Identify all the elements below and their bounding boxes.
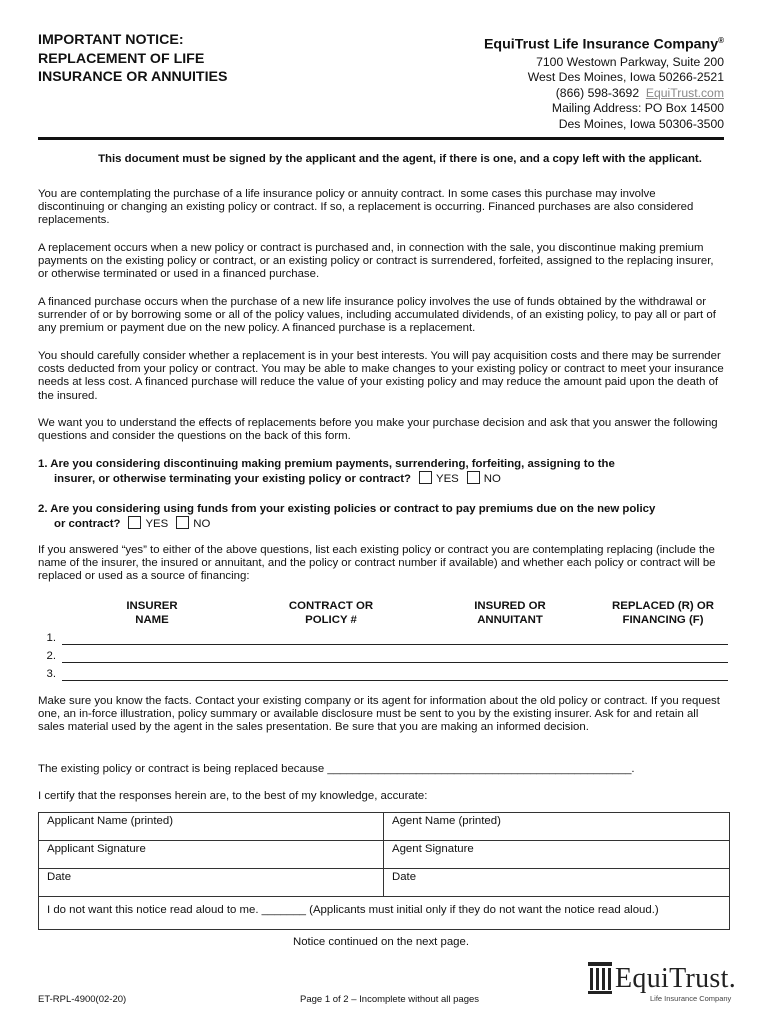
question-2-line: 2. Are you considering using funds from your existing policies or contract to pay premiums due on the new policy [38,503,656,515]
notice-title-line: INSURANCE OR ANNUITIES [38,69,228,85]
logo-wordmark: EquiTrust. [615,963,737,994]
paragraph-list-instruction: If you answered “yes” to either of the above questions, list each existing policy or contract you are contemplating replacing (include the name of the insurer, the insured or annuitant, and the policy or contract number if available) and whether each policy or contract will be replaced or used as a source of financing: [38,544,716,583]
replacement-reason-line[interactable]: The existing policy or contract is being replaced because ________________________________________________. [38,763,635,775]
applicant-date-field[interactable]: Date [39,869,384,896]
page-indicator: Page 1 of 2 – Incomplete without all pages [300,994,480,1005]
q1-yes-checkbox[interactable] [419,471,432,484]
paragraph-know-the-facts: Make sure you know the facts. Contact your existing company or its agent for information about the old policy or contract. If you request one, an in-force illustration, policy summary or available disclosure must be sent to you by the existing insurer. Ask for and retain all sales material used by the agent in the sales presentation. Be sure that you are making an informed decision. [38,695,720,734]
read-aloud-waiver-field[interactable]: I do not want this notice read aloud to me. _______ (Applicants must initial only if they do not want the notice read aloud.) [47,904,659,916]
paragraph-consider-carefully: You should carefully consider whether a replacement is in your best interests. You will pay acquisition costs and there may be surrender costs deducted from your policy or contract. You may be able to make changes to your existing policy or contract to meet your insurance needs at less cost. A financed purchase will reduce the value of your existing policy and may reduce the amount paid upon the death of the insured. [38,350,724,402]
question-2-line: or contract? YES NO [54,518,211,530]
paragraph-replacement-definition: A replacement occurs when a new policy or contract is purchased and, in connection with the sale, you discontinue making premium payments on the existing policy or contract, or an existing policy or contract is surrendered, forfeited, assigned to the replacing insurer, or otherwise terminated or used in a financed purchase. [38,242,714,281]
paragraph-contemplating: You are contemplating the purchase of a life insurance policy or annuity contract. In some cases this purchase may involve discontinuing or changing an existing policy or contract. If so, a replacement is occurring. Financed purchases are also considered replacements. [38,188,694,227]
agent-name-field[interactable]: Agent Name (printed) [392,815,501,827]
paragraph-financed-purchase: A financed purchase occurs when the purchase of a new life insurance policy involves the use of funds obtained by the withdrawal or surrender of or by borrowing some or all of the policy values, including accumulated dividends, of an existing policy, to pay all or part of any premium or payment due on the new policy. A financed purchase is a replacement. [38,296,716,335]
company-mailing-line: Mailing Address: PO Box 14500 [551,101,724,116]
q2-yes-label: YES [145,518,169,530]
certification-statement: I certify that the responses herein are, to the best of my knowledge, accurate: [38,790,428,802]
table-row-line-2[interactable] [62,662,728,663]
agent-date-field[interactable]: Date [392,871,417,883]
question-1 [38,457,724,486]
form-number: ET-RPL-4900(02-20) [38,994,127,1005]
notice-title [38,31,227,87]
column-header-insurer: INSURER NAME [126,600,178,626]
column-header-insured: INSURED OR ANNUITANT [474,600,546,626]
logo-subtitle: Life Insurance Company [650,994,732,1003]
q1-no-label: NO [483,473,501,485]
company-address-line: West Des Moines, Iowa 50266-2521 [527,70,724,85]
q2-no-checkbox[interactable] [176,516,189,529]
table-row-number: 2. [46,650,56,662]
column-header-replaced-financing: REPLACED (R) OR FINANCING (F) [612,600,714,626]
column-header-policy-number: CONTRACT OR POLICY # [288,600,374,626]
question-2 [38,502,724,531]
paragraph-understand-effects: We want you to understand the effects of replacements before you make your purchase decision and ask that you answer the following questions and consider the questions on the back of this form. [38,417,718,443]
continued-notice: Notice continued on the next page. [292,936,470,948]
company-website-link[interactable]: EquiTrust.com [645,85,724,100]
header-divider [38,137,724,140]
company-address-line: 7100 Westown Parkway, Suite 200 [536,54,724,69]
q2-yes-checkbox[interactable] [128,516,141,529]
q1-no-checkbox[interactable] [467,471,480,484]
pillars-icon [588,962,612,994]
company-phone: (866) 598-3692 [555,85,640,100]
signature-table [38,812,730,930]
table-row-line-1[interactable] [62,644,728,645]
company-address-block [484,31,724,132]
company-contact-line [484,86,724,102]
table-row-number: 3. [46,668,56,680]
q1-yes-label: YES [435,473,459,485]
company-name: EquiTrust Life Insurance Company® [483,36,724,53]
agent-signature-field[interactable]: Agent Signature [392,843,474,855]
notice-title-line: IMPORTANT NOTICE: [38,32,184,48]
applicant-signature-field[interactable]: Applicant Signature [39,841,384,868]
q2-no-label: NO [193,518,211,530]
question-1-line: 1. Are you considering discontinuing making premium payments, surrendering, forfeiting, assigning to the [38,458,615,470]
registered-mark: ® [718,36,724,45]
table-row-line-3[interactable] [62,680,728,681]
notice-title-line: REPLACEMENT OF LIFE [38,50,205,67]
table-row-number: 1. [46,632,56,644]
applicant-name-field[interactable]: Applicant Name (printed) [39,813,384,840]
signing-instruction: This document must be signed by the applicant and the agent, if there is one, and a copy left with the applicant. [98,153,702,165]
company-mailing-line: Des Moines, Iowa 50306-3500 [558,116,724,131]
question-1-line: insurer, or otherwise terminating your existing policy or contract? YES NO [54,473,501,485]
